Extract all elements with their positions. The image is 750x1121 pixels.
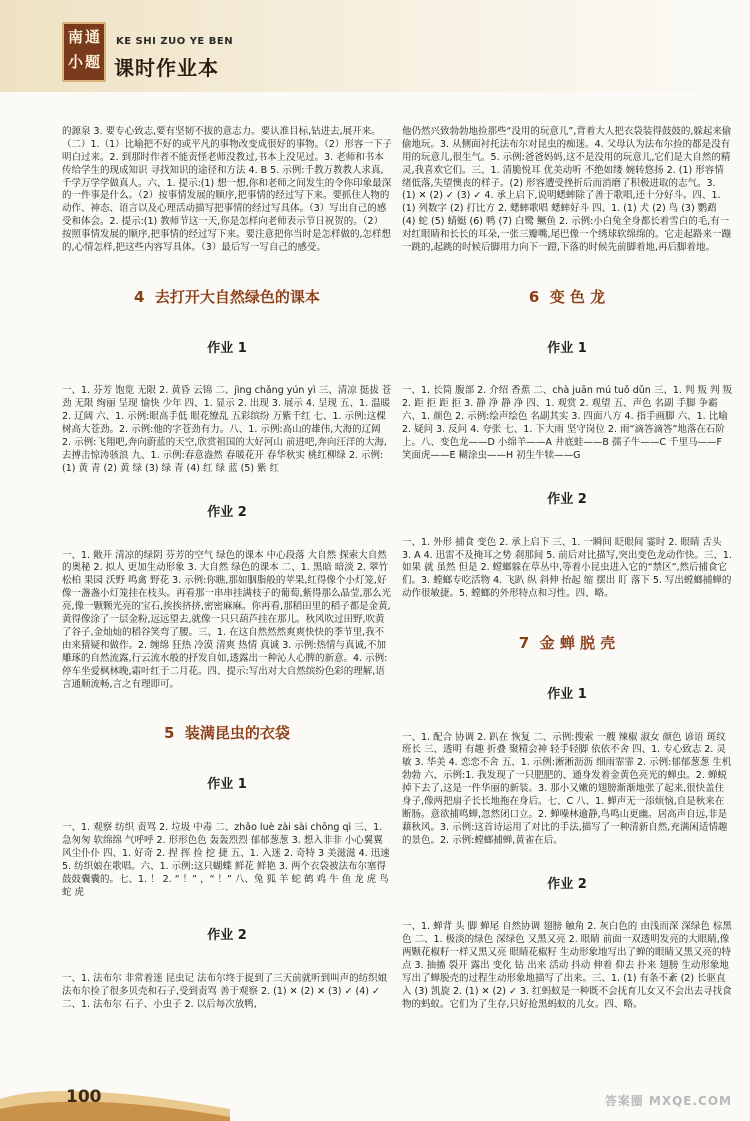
logo-char: 小 [68, 53, 84, 71]
header-title: 课时作业本 [114, 56, 219, 80]
page-footer [0, 1061, 750, 1121]
answer-paragraph: 一、1. 蝉背 头 脚 蝉尾 自然协调 翅膀 触角 2. 灰白色的 由浅而深 深绿色 棕黑色 二、1. 极淡的绿色 深绿色 又黑又亮 2. 眼睛 前面一双透明发亮的大眼睛,像两颗花椒籽一样又黑又亮 眼睛花椒籽 生动形象地写出了蝉的眼睛又黑又亮的特点 3. 抽搐 裂开 露出 变化 钻 出来 活动 抖动 伸着 仰去 扑来 翅膀 生动形象地写出了蝉脱壳的过程生动形象地描写了出来。三、1. (1) 有条不紊 (2) 长驱直入 (3) 凯旋 2. (1) ✕ (2) ✓ 3. 红蚂蚁是一种既不会抚育儿女又不会出去寻找食物的蚂蚁。它们为了生存,只好抢黑蚂蚁的儿女。四、略。 [402, 921, 732, 1010]
answer-paragraph: 一、1. 法布尔 非常着迷 昆虫记 法布尔终于捉到了三天前就听到叫声的纺织娘 法布尔捡了很多贝壳和石子,受到责骂 善于观察 2. (1) ✕ (2) ✕ (3) ✓ (4) ✓ 二、1. 法布尔 石子、小虫子 2. 以后每次放鸭, [62, 973, 391, 1010]
answer-paragraph: 一、1. 敞开 清凉的绿阴 芬芳的空气 绿色的课本 中心段落 大自然 探索大自然的奥秘 2. 拟人 更加生动形象 3. 大自然 绿色的课本 二、1. 黑暗 暗淡 2. 翠竹 松柏 果园 沃野 鸣禽 野花 3. 示例:你瞧,那如胭脂般的苹果,红得像个小灯笼,好像一盏盏小灯笼挂在枝头。再看那一串串挂满枝子的葡萄,紫得那么晶莹,那么光亮,像一颗颗光亮的宝石,挨挨挤挤,密密麻麻。你再看,那稻田里的稻子都是金黄,黄得像涂了一层金粉,远远望去,就像一只只葫芦挂在那儿。秋风吹过田野,吹黄了谷子,金灿灿的稻谷笑弯了腰。三、1. 在这自然然然爽爽快快的季节里,我不由来猜疑和做作。2. 缠绵 狂热 冷漠 清爽 热情 真诚 3. 示例:热情与真诚,不加雕琢的自然流露,行云流水般的抒发自如,透露出一种沁人心脾的新意。4. 示例:停车坐爱枫林晚,霜叶红于二月花。四、提示:写出对大自然缤纷色彩的理解,语言通顺流畅,言之有理即可。 [62, 549, 392, 690]
answer-paragraph: 一、1. 观察 纺织 责骂 2. 垃圾 中毒 二、zhǎo luè zài sài chōng qì 三、1. 急匆匆 软绵绵 气呼呼 2. 形形色色 轰轰烈烈 郁郁葱葱 3. 想入非非 小心翼翼 风尘仆仆 四、1. 好奇 2. 捏 挥 捡 挖 捷 五、1. 入迷 2. 奇特 3 美滋滋 4. 迅速 5. 纺织娘在歌唱。六、1. 示例:这只蝴蝶 鲜花 鲜艳 3. 两个衣袋被法布尔塞得鼓鼓囊囊的。七、1. ！ 2. “ ！” ，“ ！” 八、兔 狐 羊 蛇 鹤 鸡 牛 鱼 龙 虎 鸟 蛇 虎 [62, 822, 393, 898]
logo-char: 题 [85, 53, 101, 71]
logo-char: 南 [68, 28, 84, 46]
series-logo [62, 22, 106, 82]
header-band [0, 0, 750, 92]
homework-heading: 作业 1 [207, 340, 247, 356]
header-pinyin: KE SHI ZUO YE BEN [116, 36, 234, 47]
homework-heading: 作业 2 [207, 504, 247, 520]
left-column [62, 100, 392, 1025]
answer-paragraph: 他仍然兴致勃勃地捡那些“没用的玩意儿”,背着大人把衣袋装得鼓鼓的,躲起来偷偷地玩。3. 从侧面衬托法布尔对昆虫的痴迷。4. 父母认为法布尔捡的都是没有用的玩意儿,很生气。5. 示例:爸爸妈妈,这不是没用的玩意儿,它们是大自然的精灵,我喜欢它们。三、1. 清脆悦耳 优美动听 不绝如缕 婉转悠扬 2. (1) 形容情绪低落,失望懊丧的样子。(2) 形容遭受挫折后而消磨了积极进取的志气。3. (1) ✕ (2) ✓ (3) ✓ 4. 承上启下,说明蟋蟀除了善于歌唱,还十分好斗。四、1. (1) 列数字 (2) 打比方 2. 蟋蟀歌唱 蟋蟀好斗 四、1. (1) 犬 (2) 鸟 (3) 鹦鹉 (4) 蛇 (5) 蜻蜓 (6) 鸭 (7) 白鹭 鳜鱼 2. 示例:小白兔全身都长着雪白的毛,有一对红眼睛和长长的耳朵,一张三瓣嘴,尾巴像一个绣球软绵绵的。它走起路来一蹦一跳的,起跳的时候后脚用力向下一蹬,下落的时候先前脚着地,再后脚着地。 [402, 125, 732, 254]
logo-char: 通 [85, 28, 101, 46]
answer-paragraph: 一、1. 配合 协调 2. 趴在 恢复 二、示例:搜索 一艘 辣椒 淑女 颜色 谚语 斑纹 班长 三、透明 有趣 折叠 聚精会神 轻手轻脚 依依不舍 四、1. 专心致志 2. 灵敏 3. 华美 4. 恋恋不舍 五、1. 示例:淅淅沥沥 细雨霏霏 2. 示例:郁郁葱葱 生机勃勃 六、示例:1. 我发现了一只肥肥的、通身发着金黄色亮光的蝉虫。2. 蝉蜕掉下去了,这是一件华丽的新装。3. 那小又嫩的翅膀渐渐地张了起来,很快盖住身子,像两把扇子长长地拖在身后。七、C 八、1. 蝉声无一添烦恼,自是秋来在断肠。意欲捕鸣蝉,忽然闭口立。2. 蝉噪林逾静,鸟鸣山更幽。居高声自远,非是藉秋风。3. 示例:这首诗运用了对比的手法,描写了一种清新自然,充满闲适情趣的景色。2. 示例:螳螂捕蝉,黄雀在后。 [402, 731, 732, 846]
section-heading: 7 金 蝉 脱 壳 [518, 634, 616, 653]
answer-paragraph: 一、1. 芬芳 饱览 无限 2. 黄昏 云锦 二、jìng chǎng yún yì 三、清凉 挺拔 苍劲 无限 绚丽 呈现 愉快 少年 四、1. 显示 2. 出现 3. 展示 4. 呈现 五、1. 温暖 2. 辽阔 六、1. 示例:眼高手低 眼花缭乱 五彩缤纷 万紫千红 七、1. 示例:这棵树高大苍劲。2. 示例:他的字苍劲有力。八、1. 示例:高山的雄伟,大海的辽阔 2. 示例:飞翔吧,奔向蔚蓝的天空,欣赏祖国的大好河山 前进吧,奔向汪洋的大海,去搏击惊涛骇浪 九、1. 示例:春意盎然 春暖花开 春华秋实 桃红柳绿 2. 示例:(1) 黄 青 (2) 黄 绿 (3) 绿 青 (4) 红 绿 蓝 (5) 紫 红 [62, 385, 394, 474]
answer-paragraph: 的源泉 3. 要专心致志,要有坚韧不拔的意志力。要认准目标,钻进去,展开来。（二）1.（1）比喻把不好的或平凡的事物改变成很好的事物。（2）形容一下子明白过来。2. 到那时作者不能责怪老师没教过,书本上没见过。3. 老师和书本传给学生的现成知识 寻找知识的途径和方法 4. B 5. 示例:千教万教教人求真,千学万学学做真人。六、1. 提示:(1) 想一想,你和老师之间发生的令你印象最深的一件事是什么。（2）按事情发展的顺序,把事情的经过写下来。要抓住人物的动作、神态、语言以及心理活动描写把事情的经过写具体。（3）写出自己的感受和体会。2. 提示:(1) 教师节这一天,你是怎样向老师表示节日祝贺的。（2）按照事情发展的顺序,把事情的经过写下来。要注意把你当时是怎样做的,怎样想的,心情怎样,把这些内容写具体。（3）最后写一写自己的感受。 [62, 125, 392, 254]
footer-swoosh [0, 1069, 230, 1121]
page-number: 100 [66, 1087, 102, 1107]
homework-heading: 作业 1 [547, 340, 587, 356]
homework-heading: 作业 2 [547, 876, 587, 892]
homework-heading: 作业 1 [207, 777, 247, 793]
homework-heading: 作业 2 [207, 928, 247, 944]
answer-paragraph: 一、1. 外形 捕食 变色 2. 承上启下 三、1. 一瞬间 眨眼间 霎时 2. 眼睛 舌头 3. A 4. 迅雷不及掩耳之势 刹那间 5. 前后对比描写,突出变色龙动作快。三、1. 如果 就 虽然 但是 2. 螳螂躲在草丛中,等着小昆虫进入它的“禁区”,然后捕食它们。3. 螳螂专吃活物 4. 飞趴 纵 斜伸 抬起 缩 摆出 盯 落下 5. 写出螳螂捕蝉的动作很敏捷。5. 螳螂的外形特点和习性。四、略。 [402, 536, 735, 600]
homework-heading: 作业 2 [547, 491, 587, 507]
section-heading: 5 装满昆虫的衣袋 [164, 724, 290, 743]
section-heading: 6 变 色 龙 [528, 287, 606, 306]
section-heading: 4 去打开大自然绿色的课本 [134, 287, 320, 306]
answer-paragraph: 一、1. 长筒 腹部 2. 介绍 香蕉 二、chà juān mú tuǒ dǔn 三、1. 判 叛 判 叛 2. 距 拒 距 拒 3. 静 净 静 净 四、1. 观赏 2. 观望 五、声色 名副 手脚 争霸 六、1. 颜色 2. 示例:绘声绘色 名副其实 3. 四面八方 4. 指手画脚 六、1. 比喻 2. 疑问 3. 反问 4. 夸张 七、1. 下大雨 坚守岗位 2. 雨“滴答滴答”地落在石阶上。八、变色龙——D 小绵羊——A 井底蛙——B 孺子牛——C 千里马——F 笑面虎——E 糊涂虫——H 初生牛犊——G [402, 385, 735, 462]
watermark: 答案圈 MXQE.COM [604, 1094, 732, 1108]
homework-heading: 作业 1 [547, 686, 587, 702]
right-column [402, 100, 735, 1025]
